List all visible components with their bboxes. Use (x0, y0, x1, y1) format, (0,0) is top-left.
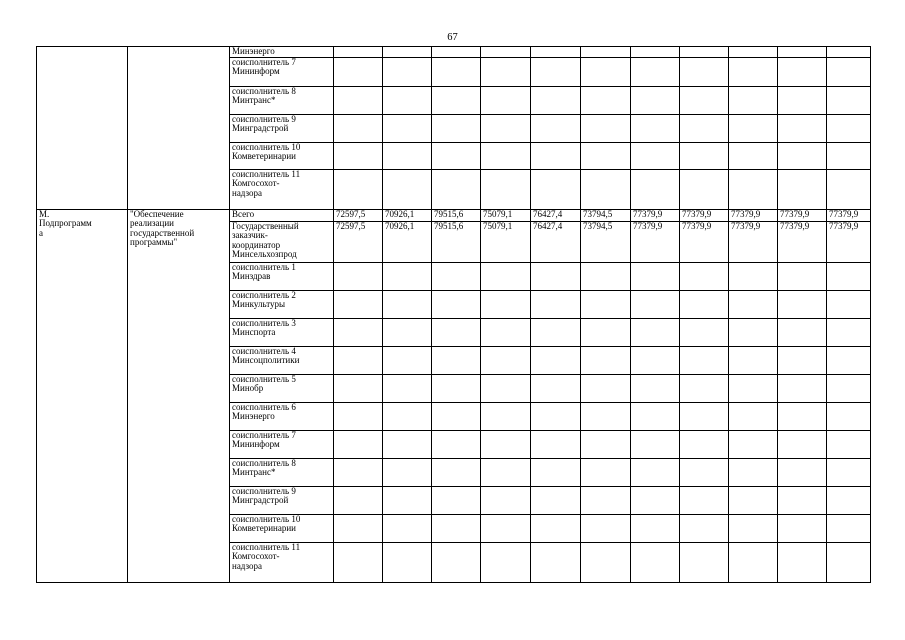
value-cell (383, 318, 432, 346)
value-cell (729, 86, 778, 114)
value-cell (631, 114, 680, 142)
executor-cell: соисполнитель 4 Минсоцполитики (230, 346, 334, 374)
value-cell (778, 290, 827, 318)
value-cell (827, 346, 871, 374)
value-cell (432, 142, 481, 169)
value-cell (680, 542, 729, 582)
executor-cell: соисполнитель 2 Минкультуры (230, 290, 334, 318)
value-cell (778, 486, 827, 514)
value-cell (481, 374, 531, 402)
value-cell (334, 114, 383, 142)
value-cell (432, 458, 481, 486)
value-cell: 76427,4 (531, 221, 581, 262)
value-cell (432, 86, 481, 114)
executor-cell: соисполнитель 7 Мининформ (230, 430, 334, 458)
value-cell (432, 57, 481, 86)
table-row (37, 47, 871, 58)
value-cell: 75079,1 (481, 209, 531, 221)
executor-cell: Государственный заказчик- координатор Минсельхозпрод (230, 221, 334, 262)
value-cell: 79515,6 (432, 221, 481, 262)
value-cell: 72597,5 (334, 221, 383, 262)
value-cell: 73794,5 (581, 221, 631, 262)
value-cell (581, 86, 631, 114)
value-cell (334, 486, 383, 514)
value-cell (631, 290, 680, 318)
value-cell (383, 57, 432, 86)
value-cell (827, 374, 871, 402)
value-cell (729, 346, 778, 374)
value-cell (778, 57, 827, 86)
value-cell (432, 402, 481, 430)
value-cell (334, 86, 383, 114)
value-cell (581, 486, 631, 514)
executor-cell: соисполнитель 1 Минздрав (230, 262, 334, 290)
value-cell (383, 514, 432, 542)
code-cell (37, 47, 128, 210)
value-cell (383, 458, 432, 486)
value-cell (581, 290, 631, 318)
executor-cell: соисполнитель 6 Минэнерго (230, 402, 334, 430)
value-cell (432, 430, 481, 458)
value-cell (531, 57, 581, 86)
value-cell (631, 169, 680, 209)
value-cell (729, 430, 778, 458)
value-cell (383, 114, 432, 142)
value-cell (680, 114, 729, 142)
value-cell (778, 47, 827, 58)
value-cell (432, 514, 481, 542)
executor-cell: соисполнитель 10 Комветеринарии (230, 142, 334, 169)
value-cell (729, 514, 778, 542)
value-cell (432, 374, 481, 402)
value-cell (481, 542, 531, 582)
program-table (36, 46, 871, 583)
value-cell (383, 486, 432, 514)
value-cell (778, 318, 827, 346)
value-cell (334, 57, 383, 86)
value-cell (531, 318, 581, 346)
value-cell (729, 542, 778, 582)
value-cell (680, 430, 729, 458)
value-cell (680, 514, 729, 542)
value-cell (729, 57, 778, 86)
value-cell (581, 458, 631, 486)
value-cell (680, 458, 729, 486)
value-cell (680, 142, 729, 169)
value-cell (581, 142, 631, 169)
executor-cell: соисполнитель 8 Минтранс* (230, 86, 334, 114)
value-cell (334, 346, 383, 374)
value-cell (729, 458, 778, 486)
executor-cell: соисполнитель 9 Минградстрой (230, 114, 334, 142)
value-cell (481, 458, 531, 486)
value-cell (729, 142, 778, 169)
value-cell (581, 374, 631, 402)
value-cell (531, 346, 581, 374)
value-cell: 77379,9 (631, 221, 680, 262)
value-cell: 76427,4 (531, 209, 581, 221)
value-cell (334, 542, 383, 582)
value-cell (531, 374, 581, 402)
value-cell (680, 86, 729, 114)
value-cell (827, 430, 871, 458)
value-cell (631, 486, 680, 514)
value-cell (432, 318, 481, 346)
value-cell: 77379,9 (631, 209, 680, 221)
value-cell (334, 318, 383, 346)
value-cell (827, 290, 871, 318)
program-table-body (37, 47, 871, 583)
value-cell (827, 47, 871, 58)
value-cell (481, 47, 531, 58)
value-cell (778, 514, 827, 542)
value-cell (729, 318, 778, 346)
value-cell (432, 114, 481, 142)
value-cell (531, 542, 581, 582)
value-cell (481, 430, 531, 458)
value-cell (383, 346, 432, 374)
value-cell (481, 514, 531, 542)
value-cell (531, 169, 581, 209)
value-cell (432, 262, 481, 290)
value-cell (334, 169, 383, 209)
value-cell (827, 318, 871, 346)
value-cell (383, 47, 432, 58)
value-cell (531, 430, 581, 458)
value-cell (581, 169, 631, 209)
value-cell (729, 169, 778, 209)
value-cell (531, 142, 581, 169)
value-cell (827, 262, 871, 290)
value-cell (631, 47, 680, 58)
value-cell (778, 142, 827, 169)
value-cell (334, 430, 383, 458)
value-cell (680, 374, 729, 402)
value-cell: 77379,9 (729, 221, 778, 262)
value-cell (531, 262, 581, 290)
value-cell (827, 542, 871, 582)
value-cell (680, 402, 729, 430)
value-cell (581, 542, 631, 582)
value-cell (729, 290, 778, 318)
value-cell (827, 169, 871, 209)
executor-cell: соисполнитель 7 Мининформ (230, 57, 334, 86)
value-cell (383, 430, 432, 458)
value-cell (531, 458, 581, 486)
value-cell (680, 290, 729, 318)
value-cell (481, 486, 531, 514)
value-cell (383, 374, 432, 402)
value-cell (581, 318, 631, 346)
executor-cell: соисполнитель 11 Комгосохот- надзора (230, 169, 334, 209)
value-cell: 72597,5 (334, 209, 383, 221)
value-cell (334, 402, 383, 430)
executor-cell: соисполнитель 10 Комветеринарии (230, 514, 334, 542)
value-cell (581, 514, 631, 542)
value-cell: 77379,9 (778, 209, 827, 221)
value-cell (531, 402, 581, 430)
value-cell (729, 114, 778, 142)
value-cell (481, 142, 531, 169)
value-cell (827, 57, 871, 86)
value-cell (631, 318, 680, 346)
value-cell (531, 290, 581, 318)
subprogram-name: "Обеспечение реализации государственной программы" (128, 209, 230, 582)
value-cell (631, 430, 680, 458)
value-cell (778, 262, 827, 290)
value-cell (680, 47, 729, 58)
value-cell: 77379,9 (680, 209, 729, 221)
value-cell (631, 542, 680, 582)
value-cell (827, 142, 871, 169)
value-cell: 75079,1 (481, 221, 531, 262)
value-cell (631, 458, 680, 486)
value-cell (334, 142, 383, 169)
value-cell (531, 514, 581, 542)
value-cell (729, 47, 778, 58)
value-cell (778, 542, 827, 582)
value-cell: 77379,9 (827, 209, 871, 221)
value-cell (531, 486, 581, 514)
value-cell (432, 542, 481, 582)
value-cell (481, 114, 531, 142)
value-cell (481, 318, 531, 346)
subprogram-code: М. Подпрограмм а (37, 209, 128, 582)
executor-cell: соисполнитель 11 Комгосохот- надзора (230, 542, 334, 582)
value-cell (432, 290, 481, 318)
value-cell (680, 169, 729, 209)
value-cell (581, 402, 631, 430)
value-cell (631, 346, 680, 374)
value-cell (631, 262, 680, 290)
value-cell (631, 57, 680, 86)
executor-cell: соисполнитель 9 Минградстрой (230, 486, 334, 514)
value-cell: 70926,1 (383, 221, 432, 262)
value-cell (383, 142, 432, 169)
value-cell (729, 262, 778, 290)
value-cell (729, 402, 778, 430)
value-cell (778, 374, 827, 402)
executor-cell: Всего (230, 209, 334, 221)
value-cell (383, 542, 432, 582)
value-cell (778, 458, 827, 486)
value-cell (531, 86, 581, 114)
value-cell: 70926,1 (383, 209, 432, 221)
executor-cell: соисполнитель 3 Минспорта (230, 318, 334, 346)
value-cell (778, 346, 827, 374)
executor-cell: соисполнитель 5 Минобр (230, 374, 334, 402)
executor-cell: Минэнерго (230, 47, 334, 58)
value-cell (631, 374, 680, 402)
value-cell (729, 486, 778, 514)
value-cell (432, 47, 481, 58)
executor-cell: соисполнитель 8 Минтранс* (230, 458, 334, 486)
value-cell (778, 114, 827, 142)
value-cell (631, 402, 680, 430)
value-cell (729, 374, 778, 402)
value-cell (827, 86, 871, 114)
value-cell (827, 114, 871, 142)
value-cell (481, 57, 531, 86)
value-cell (334, 514, 383, 542)
value-cell: 77379,9 (827, 221, 871, 262)
value-cell (680, 318, 729, 346)
name-cell (128, 47, 230, 210)
value-cell: 77379,9 (729, 209, 778, 221)
value-cell: 79515,6 (432, 209, 481, 221)
value-cell: 77379,9 (778, 221, 827, 262)
value-cell (581, 47, 631, 58)
value-cell (432, 346, 481, 374)
value-cell (481, 169, 531, 209)
value-cell (531, 114, 581, 142)
value-cell (827, 402, 871, 430)
value-cell (631, 86, 680, 114)
value-cell (778, 402, 827, 430)
value-cell (334, 374, 383, 402)
value-cell (383, 169, 432, 209)
value-cell (432, 486, 481, 514)
value-cell (680, 346, 729, 374)
value-cell (827, 514, 871, 542)
value-cell (334, 290, 383, 318)
value-cell (334, 262, 383, 290)
value-cell (680, 486, 729, 514)
value-cell (778, 430, 827, 458)
value-cell (383, 290, 432, 318)
value-cell (680, 57, 729, 86)
value-cell (778, 86, 827, 114)
value-cell (334, 458, 383, 486)
value-cell (481, 262, 531, 290)
value-cell (827, 486, 871, 514)
value-cell (481, 402, 531, 430)
value-cell (631, 142, 680, 169)
value-cell: 77379,9 (680, 221, 729, 262)
value-cell (481, 290, 531, 318)
value-cell (334, 47, 383, 58)
value-cell (383, 262, 432, 290)
value-cell (581, 262, 631, 290)
value-cell (481, 346, 531, 374)
table-row (37, 209, 871, 221)
value-cell (432, 169, 481, 209)
value-cell (581, 114, 631, 142)
value-cell: 73794,5 (581, 209, 631, 221)
value-cell (680, 262, 729, 290)
value-cell (581, 346, 631, 374)
value-cell (383, 402, 432, 430)
value-cell (581, 430, 631, 458)
value-cell (778, 169, 827, 209)
page-number: 67 (447, 32, 458, 43)
value-cell (481, 86, 531, 114)
value-cell (631, 514, 680, 542)
value-cell (827, 458, 871, 486)
value-cell (383, 86, 432, 114)
value-cell (581, 57, 631, 86)
value-cell (531, 47, 581, 58)
